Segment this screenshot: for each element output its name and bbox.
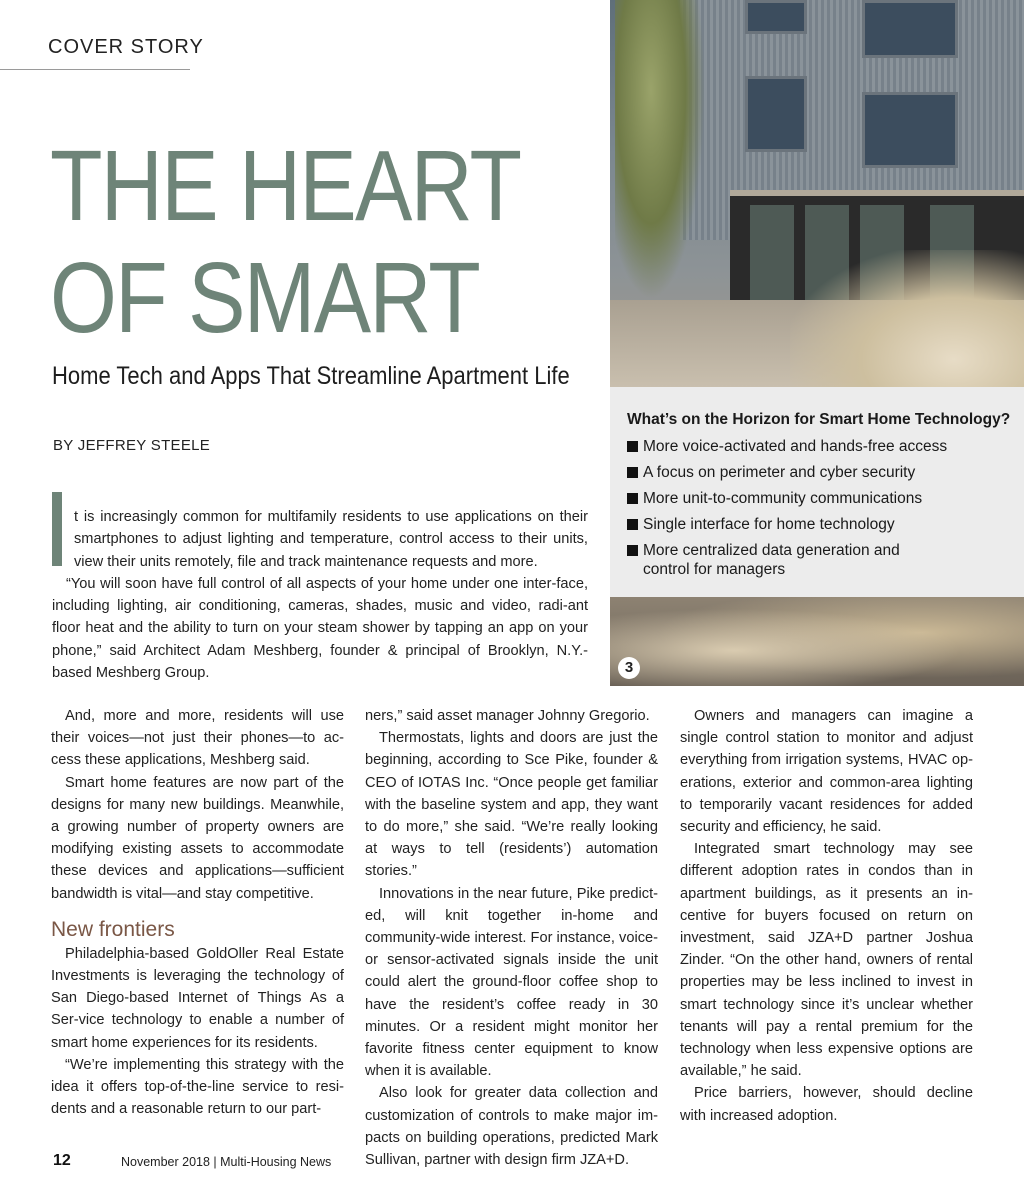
- page-number: 12: [53, 1152, 71, 1169]
- sidebar-item: [627, 463, 1017, 482]
- square-bullet-icon: [627, 493, 638, 504]
- sidebar-item-text: More centralized data generation and control for managers: [643, 542, 900, 578]
- col1-paragraph-2: Smart home features are now part of the designs for many new buildings. Meanwhile, a growing number of property owners are modifying existing assets to accommodate these devices and applications—sufficient bandwidth is vital—and stay competitive.: [51, 774, 344, 902]
- col1-paragraph-3: Philadelphia-based GoldOller Real Estate Investments is leveraging the technology of San Diego-based Internet of Things As a Ser-vice technology to enable a number of smart home experiences for its residents.: [51, 945, 344, 1051]
- intro-paragraph-1-text: t is increasingly common for multifamily residents to use applications on their smartphones to adjust lighting and temperature, control access to their units, view their units remotely, file and track maintenance requests and more.: [74, 509, 588, 570]
- intro-paragraph-1: [52, 506, 588, 573]
- column-2: [365, 705, 658, 1171]
- title-line-1: THE HEART: [50, 130, 521, 242]
- sidebar-item: [627, 489, 1017, 508]
- window: [862, 92, 958, 168]
- section-label: COVER STORY: [48, 36, 204, 58]
- col2-paragraph-4: Also look for greater data collection and customization of controls to make major im-pacts on building operations, predicted Mark Sullivan, partner with design firm JZA+D.: [365, 1085, 658, 1169]
- ornamental-grass: [790, 250, 1024, 387]
- sidebar-item-text: Single interface for home technology: [643, 516, 895, 533]
- sidebar-item-text: More unit-to-community communications: [643, 490, 923, 507]
- column-3: [680, 705, 973, 1127]
- col1-paragraph-1: And, more and more, residents will use their voices—not just their phones—to ac-cess these applications, Meshberg said.: [51, 708, 344, 769]
- col2-paragraph-2: Thermostats, lights and doors are just the beginning, according to Sce Pike, founder & CEO of IOTAS Inc. “Once people get familiar with the baseline system and app, they want to do more,” she said. “We’re really looking at ways to tell (residents’) automation stories.”: [365, 730, 658, 880]
- article-subtitle: Home Tech and Apps That Streamline Apartment Life: [52, 362, 570, 390]
- window: [745, 76, 807, 152]
- grass-photo: [610, 597, 1024, 686]
- square-bullet-icon: [627, 545, 638, 556]
- article-title: [50, 130, 532, 354]
- sidebar-item: [627, 541, 923, 579]
- byline: BY JEFFREY STEELE: [53, 437, 211, 454]
- window: [745, 0, 807, 34]
- section-rule: [0, 69, 190, 70]
- window: [862, 0, 958, 58]
- building-photo: [610, 0, 1024, 387]
- sidebar-box: [610, 387, 1024, 597]
- intro-paragraph-2: “You will soon have full control of all aspects of your home under one inter-face, including lighting, air conditioning, cameras, shades, music and video, radi-ant floor heat and the ability to turn on your steam shower by tapping an app on your phone,” said Architect Adam Meshberg, founder & principal of Brooklyn, N.Y.-based Meshberg Group.: [52, 575, 588, 682]
- col2-paragraph-1: ners,” said asset manager Johnny Gregorio.: [365, 708, 650, 724]
- col3-paragraph-1: Owners and managers can imagine a single control station to monitor and adjust everything from irrigation systems, HVAC op-erations, exterior and common-area lighting to temporarily vacant residences for added security and efficiency, he said.: [680, 708, 973, 836]
- sidebar-list: [627, 437, 1017, 586]
- title-line-2: OF SMART: [50, 242, 480, 354]
- photo-number-badge: 3: [618, 657, 640, 679]
- col3-paragraph-3: Price barriers, however, should decline with increased adoption.: [680, 1085, 973, 1124]
- column-1: [51, 705, 344, 1120]
- col3-paragraph-2: Integrated smart technology may see different adoption rates in condos than in apartment buildings, as it presents an in-centive for buyers focused on return on investment, said JZA+D partner Joshua Zinder. “On the other hand, owners of rental properties may be less inclined to invest in smart technology since it’s unclear whether tenants will pay a rental premium for the technology when less expensive options are available,” he said.: [680, 841, 973, 1080]
- col2-paragraph-3: Innovations in the near future, Pike predict-ed, will knit together in-home and community-wide interest. For instance, voice- or sensor-activated signals inside the unit could alert the ground-floor coffee shop to have the resident’s coffee ready in 30 minutes. Or a resident might monitor her favorite fitness center equipment to know when it is available.: [365, 885, 658, 1080]
- col1-paragraph-4: “We’re implementing this strategy with the idea it offers top-of-the-line service to resi-dents and a reasonable return to our part-: [51, 1056, 344, 1118]
- glass-panel: [750, 205, 794, 305]
- sidebar-item-text: A focus on perimeter and cyber security: [643, 464, 916, 481]
- sidebar-title: What’s on the Horizon for Smart Home Technology?: [627, 411, 1011, 428]
- sidebar-item-text: More voice-activated and hands-free access: [643, 438, 948, 455]
- square-bullet-icon: [627, 519, 638, 530]
- subhead-new-frontiers: New frontiers: [51, 917, 175, 941]
- sidebar-item: [627, 437, 1017, 456]
- intro-text: [52, 506, 588, 684]
- birch-tree: [615, 0, 705, 300]
- square-bullet-icon: [627, 441, 638, 452]
- sidebar-item: [627, 515, 1017, 534]
- footer-issue: November 2018 | Multi-Housing News: [121, 1155, 332, 1169]
- square-bullet-icon: [627, 467, 638, 478]
- drop-cap: [52, 492, 62, 566]
